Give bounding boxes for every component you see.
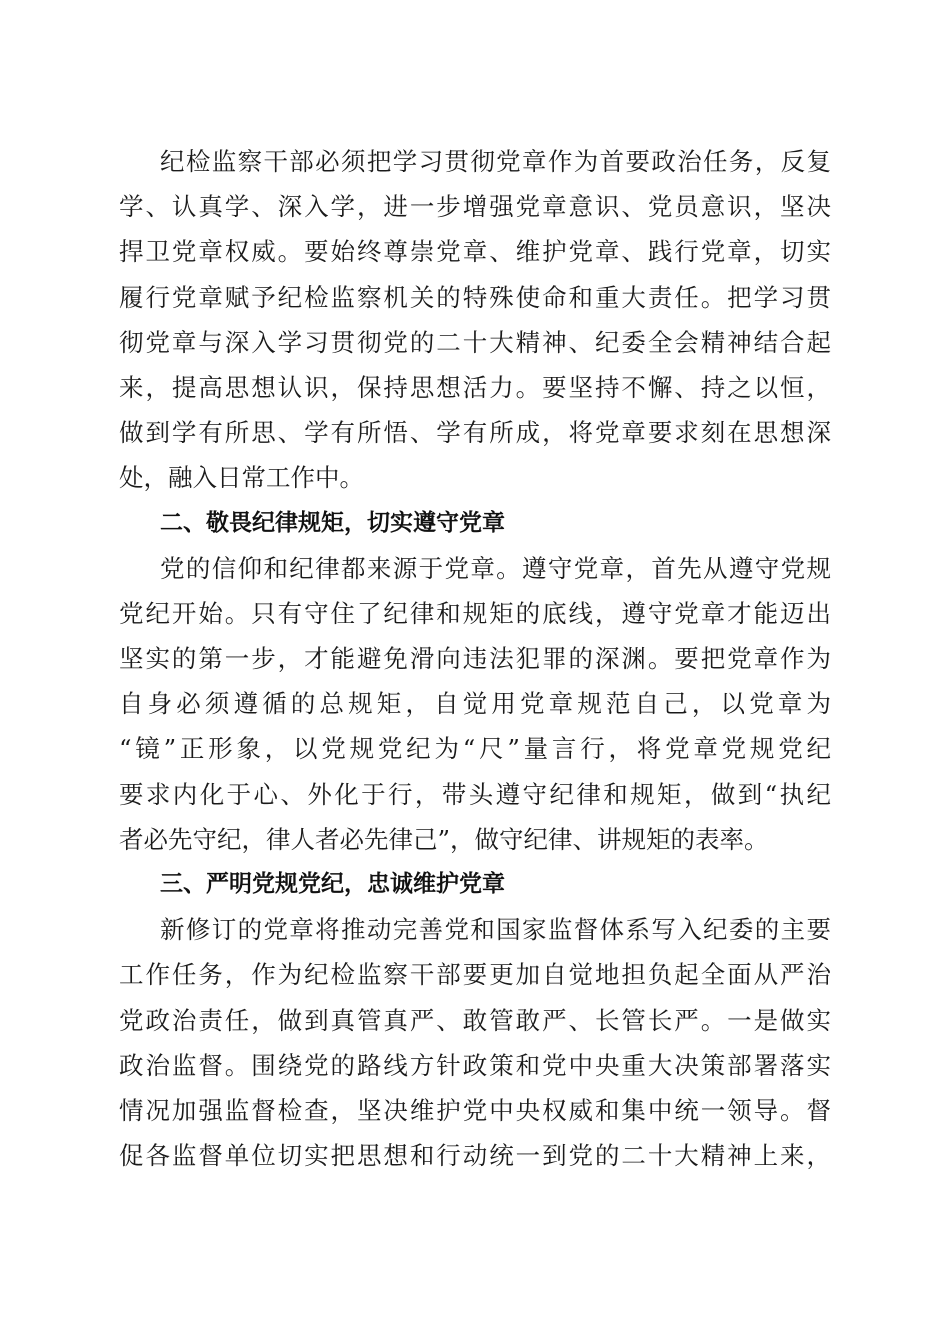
paragraph-line: 来，提高思想认识，保持思想活力。要坚持不懈、持之以恒， <box>119 372 831 402</box>
section-heading: 三、严明党规党纪，忠诚维护党章 <box>160 871 505 897</box>
section-heading: 二、敬畏纪律规矩，切实遵守党章 <box>160 509 505 536</box>
paragraph-line: 要求内化于心、外化于行，带头遵守纪律和规矩，做到“执纪 <box>119 779 831 809</box>
paragraph-line: 学、认真学、深入学，进一步增强党章意识、党员意识，坚决 <box>119 192 831 222</box>
paragraph-line: 坚实的第一步，才能避免滑向违法犯罪的深渊。要把党章作为 <box>119 644 831 674</box>
paragraph-line: 新修订的党章将推动完善党和国家监督体系写入纪委的主要 <box>160 915 831 945</box>
paragraph-line: “镜”正形象，以党规党纪为“尺”量言行，将党章党规党纪 <box>119 734 831 764</box>
document-body <box>119 139 831 1178</box>
paragraph-line: 捍卫党章权威。要始终尊崇党章、维护党章、践行党章，切实 <box>119 237 831 267</box>
paragraph-line: 履行党章赋予纪检监察机关的特殊使命和重大责任。把学习贯 <box>119 282 831 312</box>
paragraph-line: 自身必须遵循的总规矩，自觉用党章规范自己，以党章为 <box>119 689 831 719</box>
paragraph-line: 处，融入日常工作中。 <box>119 463 364 493</box>
paragraph-line: 者必先守纪，律人者必先律己”，做守纪律、讲规矩的表率。 <box>119 824 769 854</box>
paragraph-line: 工作任务，作为纪检监察干部要更加自觉地担负起全面从严治 <box>119 960 831 990</box>
paragraph-line: 党政治责任，做到真管真严、敢管敢严、长管长严。一是做实 <box>119 1005 831 1035</box>
paragraph-line: 做到学有所思、学有所悟、学有所成，将党章要求刻在思想深 <box>119 418 831 448</box>
paragraph-line: 纪检监察干部必须把学习贯彻党章作为首要政治任务，反复 <box>160 147 831 176</box>
paragraph-line: 彻党章与深入学习贯彻党的二十大精神、纪委全会精神结合起 <box>119 327 831 357</box>
paragraph-line: 党的信仰和纪律都来源于党章。遵守党章，首先从遵守党规 <box>160 553 831 583</box>
paragraph-line: 促各监督单位切实把思想和行动统一到党的二十大精神上来， <box>119 1141 831 1171</box>
paragraph-line: 情况加强监督检查，坚决维护党中央权威和集中统一领导。督 <box>119 1095 831 1125</box>
paragraph-line: 党纪开始。只有守住了纪律和规矩的底线，遵守党章才能迈出 <box>119 598 831 628</box>
paragraph-line: 政治监督。围绕党的路线方针政策和党中央重大决策部署落实 <box>119 1050 831 1080</box>
